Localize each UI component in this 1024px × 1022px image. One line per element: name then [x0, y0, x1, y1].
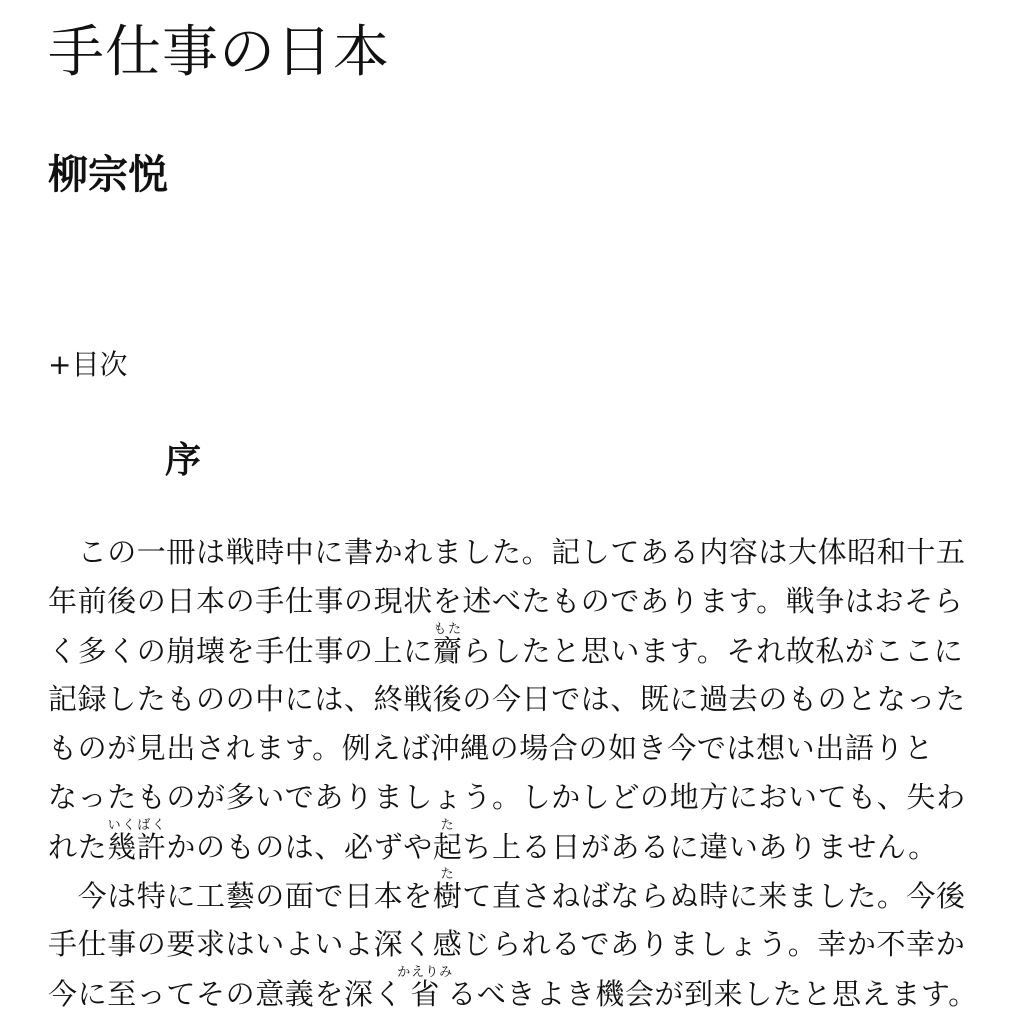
text-segment: 記録したものの中には、終戦後の今日では、既に過去のものとなった [48, 682, 966, 716]
text-segment: るべきよき機会が到来したと思えます。 [447, 977, 978, 1011]
text-segment: て直さねばならぬ時に来ました。今後 [462, 879, 966, 913]
ruby-reading: た [432, 818, 463, 833]
text-line [48, 573, 976, 622]
text-segment: この一冊は戦時中に書かれました。記してある内容は大体昭和十五 [48, 535, 966, 569]
text-segment: ち上る日があるに違いありません。 [462, 830, 938, 864]
book-title: 手仕事の日本 [48, 20, 390, 85]
ruby-annotated-word [397, 965, 454, 1011]
text-line [48, 867, 976, 916]
text-segment: なったものが多いでありましょう。しかしどの地方においても、失わ [48, 780, 966, 814]
text-line [48, 720, 976, 769]
author-name: 柳宗悦 [48, 151, 168, 198]
ruby-reading: かえりみ [397, 965, 454, 980]
text-line [48, 524, 976, 573]
ruby-base: 樹 [432, 879, 463, 913]
toc-toggle[interactable]: +目次 [48, 348, 128, 381]
ruby-reading: た [432, 867, 463, 882]
body-text [48, 524, 976, 1014]
ruby-reading: もた [432, 622, 463, 637]
text-segment: 今に至ってその意義を深く [48, 977, 404, 1011]
text-segment: れた [48, 830, 108, 864]
ruby-base: 幾許 [107, 830, 167, 864]
ruby-annotated-word [432, 818, 463, 864]
ruby-base: 齎 [432, 634, 463, 668]
ruby-annotated-word [432, 867, 463, 913]
text-line [48, 916, 976, 965]
text-line [48, 818, 976, 867]
section-heading: 序 [165, 439, 202, 481]
text-segment: ものが見出されます。例えば沖縄の場合の如き今では想い出語りと [48, 731, 934, 765]
text-segment: 今は特に工藝の面で日本を [48, 879, 433, 913]
ruby-annotated-word [107, 818, 167, 864]
ruby-base: 起 [432, 830, 463, 864]
text-line [48, 671, 976, 720]
text-segment: 手仕事の要求はいよいよ深く感じられるでありましょう。幸か不幸か [48, 927, 966, 961]
text-segment: 年前後の日本の手仕事の現状を述べたものであります。戦争はおそら [48, 584, 964, 618]
text-line [48, 622, 976, 671]
text-segment: らしたと思います。それ故私がここに [462, 634, 964, 668]
text-segment: かのものは、必ずや [166, 830, 433, 864]
ruby-annotated-word [432, 622, 463, 668]
text-line [48, 769, 976, 818]
ruby-reading: いくばく [107, 818, 167, 833]
text-line [48, 965, 976, 1014]
ruby-base: 省 [397, 977, 454, 1011]
text-segment: く多くの崩壊を手仕事の上に [48, 634, 433, 668]
